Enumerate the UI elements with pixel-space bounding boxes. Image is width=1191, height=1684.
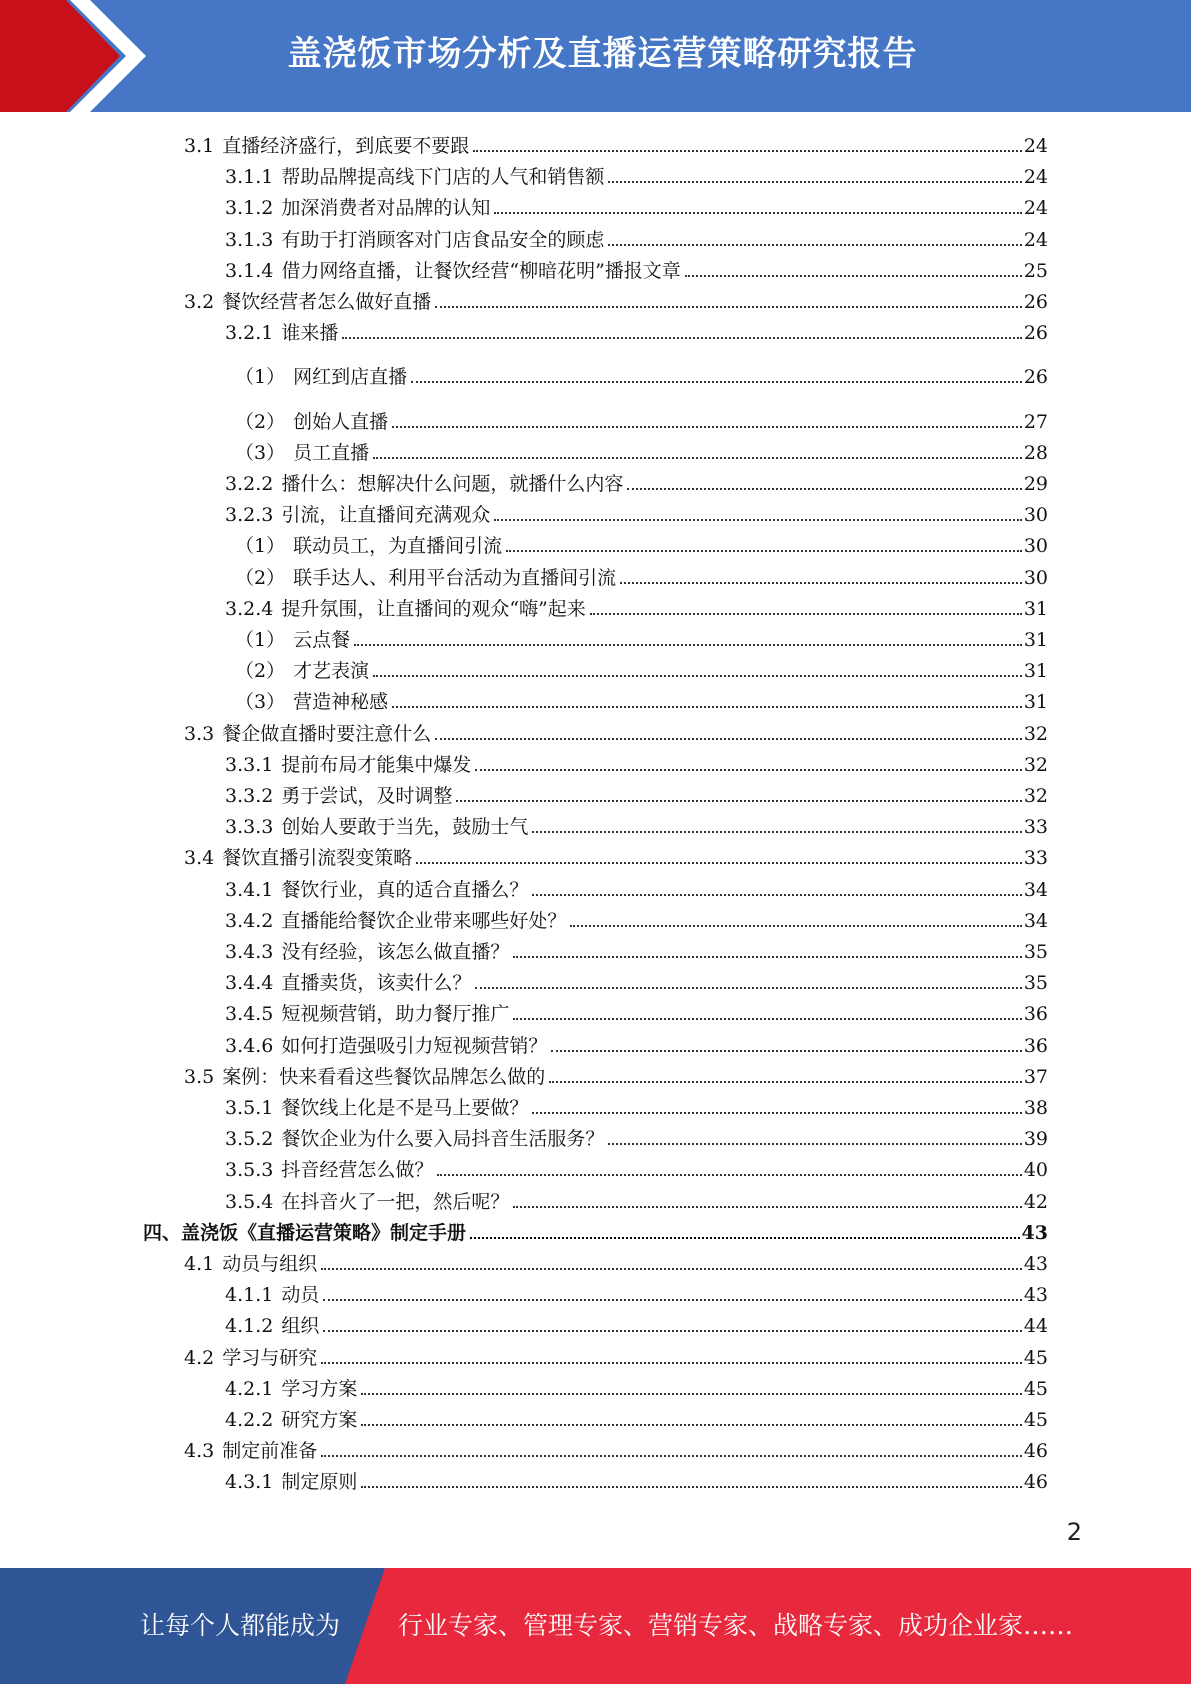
toc-entry-page: 28 — [1023, 441, 1048, 464]
toc-entry-number: 3.1.2 — [225, 197, 274, 220]
toc-entry[interactable] — [225, 1276, 1048, 1307]
toc-entry-number: 4.2.1 — [225, 1377, 274, 1400]
toc-dot-leader — [608, 1143, 1021, 1145]
toc-entry-page: 34 — [1023, 878, 1048, 901]
toc-entry[interactable] — [184, 715, 1048, 746]
toc-dot-leader — [473, 150, 1022, 152]
toc-entry-page: 43 — [1023, 1253, 1048, 1275]
toc-entry-title: 营造神秘感 — [293, 691, 389, 714]
toc-entry-number: 3.1.1 — [225, 166, 274, 189]
toc-dot-leader — [627, 488, 1021, 490]
toc-entry-title: 学习方案 — [281, 1377, 358, 1400]
toc-dot-leader — [361, 1393, 1021, 1395]
toc-dot-leader — [475, 987, 1021, 989]
toc-entry[interactable] — [225, 314, 1048, 345]
toc-entry-title: 动员与组织 — [222, 1253, 318, 1275]
toc-entry-number: （1） — [235, 629, 286, 651]
toc-entry-title: 谁来播 — [281, 322, 339, 345]
toc-entry-number: 3.4.6 — [225, 1034, 274, 1057]
toc-entry-page: 35 — [1023, 972, 1048, 995]
toc-entry[interactable] — [225, 871, 1048, 902]
toc-entry-page: 30 — [1023, 535, 1048, 558]
toc-entry-page: 32 — [1023, 753, 1048, 776]
toc-entry-title: 才艺表演 — [293, 660, 370, 683]
toc-dot-leader — [373, 457, 1022, 459]
toc-entry-number: （3） — [235, 441, 286, 464]
toc-entry[interactable] — [225, 1027, 1048, 1058]
toc-entry[interactable] — [225, 1370, 1048, 1401]
toc-entry-title: 没有经验，该怎么做直播？ — [281, 941, 510, 963]
toc-entry[interactable] — [184, 1245, 1048, 1276]
toc-dot-leader — [321, 1268, 1022, 1270]
page-footer — [0, 1568, 1191, 1684]
toc-entry-page: 24 — [1023, 135, 1048, 157]
toc-entry-title: 联手达人、利用平台活动为直播间引流 — [293, 566, 617, 589]
toc-entry-title: 提升氛围，让直播间的观众“嗨”起来 — [281, 597, 586, 620]
toc-entry-number: 3.3.1 — [225, 753, 274, 776]
toc-entry-page: 36 — [1023, 1003, 1048, 1026]
toc-entry-title: 餐企做直播时要注意什么 — [222, 722, 432, 745]
toc-dot-leader — [470, 1237, 1020, 1239]
toc-entry-page: 46 — [1023, 1440, 1048, 1463]
toc-entry-number: 3.1 — [184, 135, 215, 157]
toc-entry-title: 餐饮线上化是不是马上要做？ — [281, 1097, 529, 1119]
toc-entry-title: 研究方案 — [281, 1409, 358, 1431]
toc-entry-page: 31 — [1023, 660, 1048, 683]
toc-entry-page: 34 — [1023, 909, 1048, 932]
toc-dot-leader — [435, 738, 1022, 740]
toc-entry-page: 31 — [1023, 629, 1048, 651]
toc-dot-leader — [620, 582, 1022, 584]
toc-entry-title: 创始人要敢于当先，鼓励士气 — [281, 816, 529, 839]
toc-dot-leader — [411, 381, 1022, 383]
toc-dot-leader — [513, 1206, 1021, 1208]
toc-entry[interactable] — [184, 1339, 1048, 1370]
toc-entry-title: 短视频营销，助力餐厅推广 — [281, 1003, 510, 1026]
toc-dot-leader — [437, 1174, 1021, 1176]
toc-entry-page: 26 — [1023, 322, 1048, 345]
toc-entry[interactable] — [225, 777, 1048, 808]
toc-entry[interactable] — [235, 559, 1048, 590]
toc-entry[interactable] — [225, 1120, 1048, 1151]
toc-entry[interactable] — [235, 358, 1048, 389]
toc-entry-page: 35 — [1023, 941, 1048, 963]
toc-entry-title: 借力网络直播，让餐饮经营“柳暗花明”播报文章 — [281, 259, 681, 282]
toc-entry-title: 制定前准备 — [222, 1440, 318, 1463]
toc-entry-title: 餐饮企业为什么要入局抖音生活服务？ — [281, 1128, 605, 1151]
page-header — [0, 0, 1191, 112]
toc-entry-title: 组织 — [281, 1315, 320, 1338]
toc-dot-leader — [551, 1050, 1021, 1052]
toc-entry-title: 抖音经营怎么做？ — [281, 1159, 434, 1182]
toc-entry-number: 3.4.1 — [225, 878, 274, 901]
toc-entry[interactable] — [225, 933, 1048, 964]
toc-entry-number: （2） — [235, 410, 286, 433]
toc-entry[interactable] — [225, 189, 1048, 220]
toc-entry[interactable] — [225, 1463, 1048, 1494]
toc-entry-number: 4.3 — [184, 1440, 215, 1463]
toc-dot-leader — [321, 1455, 1022, 1457]
toc-dot-leader — [513, 1018, 1021, 1020]
toc-entry-number: 3.3.3 — [225, 816, 274, 839]
toc-dot-leader — [513, 956, 1021, 958]
toc-entry-number: 3.4 — [184, 847, 215, 870]
toc-dot-leader — [685, 275, 1022, 277]
toc-entry-page: 43 — [1021, 1221, 1048, 1244]
toc-entry-page: 45 — [1023, 1346, 1048, 1369]
toc-entry-page: 24 — [1023, 228, 1048, 251]
toc-entry-page: 30 — [1023, 566, 1048, 589]
toc-entry-page: 32 — [1023, 722, 1048, 745]
footer-slogan-right: 行业专家、管理专家、营销专家、战略专家、成功企业家…… — [398, 1611, 1074, 1640]
toc-entry-number: 4.1.2 — [225, 1315, 274, 1338]
toc-entry-page: 30 — [1023, 504, 1048, 527]
toc-dot-leader — [361, 1424, 1021, 1426]
toc-entry[interactable] — [235, 527, 1048, 558]
toc-entry[interactable] — [225, 496, 1048, 527]
toc-entry[interactable] — [225, 158, 1048, 189]
toc-entry-number: 4.1 — [184, 1253, 215, 1275]
toc-entry-title: 员工直播 — [293, 441, 370, 464]
toc-entry-number: 3.5.1 — [225, 1097, 274, 1119]
toc-entry[interactable] — [225, 1089, 1048, 1120]
toc-entry-number: （1） — [235, 535, 286, 558]
toc-entry-number: （2） — [235, 660, 286, 683]
toc-entry-page: 46 — [1023, 1471, 1048, 1494]
toc-entry-number: 3.4.2 — [225, 909, 274, 932]
toc-entry-number: 四、 — [143, 1221, 182, 1244]
toc-entry-title: 联动员工，为直播间引流 — [293, 535, 503, 558]
toc-entry-number: 3.4.4 — [225, 972, 274, 995]
toc-entry-page: 38 — [1023, 1097, 1048, 1119]
toc-dot-leader — [435, 306, 1022, 308]
toc-entry-number: （1） — [235, 366, 286, 389]
toc-entry-page: 33 — [1023, 847, 1048, 870]
toc-entry-number: 3.2 — [184, 291, 215, 313]
toc-entry-title: 播什么：想解决什么问题，就播什么内容 — [281, 473, 624, 495]
toc-dot-leader — [549, 1081, 1022, 1083]
toc-dot-leader — [608, 244, 1021, 246]
toc-entry-number: 3.1.3 — [225, 228, 274, 251]
toc-entry-number: 3.4.3 — [225, 941, 274, 963]
toc-entry-title: 创始人直播 — [293, 410, 389, 433]
toc-dot-leader — [475, 769, 1021, 771]
toc-entry[interactable] — [184, 1432, 1048, 1463]
toc-entry-title: 直播卖货，该卖什么？ — [281, 972, 472, 995]
toc-entry[interactable] — [235, 434, 1048, 465]
toc-entry-title: 制定原则 — [281, 1471, 358, 1494]
toc-entry-page: 29 — [1023, 473, 1048, 495]
toc-dot-leader — [323, 1330, 1021, 1332]
toc-entry[interactable] — [225, 964, 1048, 995]
toc-entry-title: 餐饮行业，真的适合直播么？ — [281, 878, 529, 901]
toc-entry-number: 3.2.3 — [225, 504, 274, 527]
toc-entry-title: 学习与研究 — [222, 1346, 318, 1369]
toc-entry[interactable] — [225, 1307, 1048, 1338]
toc-entry-number: 3.5 — [184, 1065, 215, 1088]
toc-dot-leader — [321, 1362, 1022, 1364]
toc-dot-leader — [456, 800, 1021, 802]
toc-entry-title: 加深消费者对品牌的认知 — [281, 197, 491, 220]
toc-entry-number: 3.3 — [184, 722, 215, 745]
toc-entry-page: 43 — [1023, 1284, 1048, 1307]
toc-entry-number: 3.5.3 — [225, 1159, 274, 1182]
toc-entry-number: 3.1.4 — [225, 259, 274, 282]
toc-entry-page: 44 — [1023, 1315, 1048, 1338]
toc-entry[interactable] — [225, 902, 1048, 933]
report-title: 盖浇饭市场分析及直播运营策略研究报告 — [287, 34, 918, 74]
toc-entry-page: 26 — [1023, 366, 1048, 389]
toc-entry[interactable] — [235, 403, 1048, 434]
toc-entry-title: 勇于尝试，及时调整 — [281, 785, 453, 807]
toc-entry-number: 3.2.4 — [225, 597, 274, 620]
toc-entry-page: 25 — [1023, 259, 1048, 282]
toc-entry[interactable] — [235, 621, 1048, 652]
toc-entry-title: 在抖音火了一把，然后呢？ — [281, 1190, 510, 1213]
toc-entry[interactable] — [184, 283, 1048, 314]
toc-entry[interactable] — [225, 465, 1048, 496]
toc-dot-leader — [373, 675, 1022, 677]
toc-entry-number: 4.2.2 — [225, 1409, 274, 1431]
toc-entry[interactable] — [184, 1058, 1048, 1089]
toc-entry[interactable] — [225, 808, 1048, 839]
toc-entry-page: 24 — [1023, 166, 1048, 189]
toc-entry-page: 39 — [1023, 1128, 1048, 1151]
toc-dot-leader — [494, 519, 1021, 521]
toc-entry-number: 3.4.5 — [225, 1003, 274, 1026]
toc-entry-number: 4.3.1 — [225, 1471, 274, 1494]
page-number: 2 — [1066, 1518, 1082, 1546]
toc-entry[interactable] — [225, 995, 1048, 1026]
toc-entry[interactable] — [143, 1214, 1048, 1245]
toc-entry-page: 24 — [1023, 197, 1048, 220]
toc-entry-title: 盖浇饭《直播运营策略》制定手册 — [181, 1221, 467, 1244]
toc-entry-number: 3.5.2 — [225, 1128, 274, 1151]
toc-entry[interactable] — [235, 652, 1048, 683]
toc-entry-title: 直播经济盛行，到底要不要跟 — [222, 135, 470, 157]
toc-dot-leader — [570, 925, 1021, 927]
toc-dot-leader — [392, 706, 1022, 708]
toc-entry-title: 餐饮直播引流裂变策略 — [222, 847, 413, 870]
toc-entry[interactable] — [225, 746, 1048, 777]
toc-entry[interactable] — [184, 839, 1048, 870]
toc-dot-leader — [342, 337, 1021, 339]
toc-entry[interactable] — [225, 590, 1048, 621]
toc-entry-title: 动员 — [281, 1284, 320, 1307]
toc-entry-number: 3.2.2 — [225, 473, 274, 495]
toc-entry-page: 27 — [1023, 410, 1048, 433]
toc-dot-leader — [608, 181, 1021, 183]
toc-entry-page: 33 — [1023, 816, 1048, 839]
footer-slogan-left: 让每个人都能成为 — [140, 1611, 341, 1640]
toc-entry-page: 40 — [1023, 1159, 1048, 1182]
toc-dot-leader — [532, 831, 1021, 833]
toc-entry-page: 31 — [1023, 691, 1048, 714]
toc-dot-leader — [494, 212, 1021, 214]
toc-entry-title: 提前布局才能集中爆发 — [281, 753, 472, 776]
toc-entry-page: 31 — [1023, 597, 1048, 620]
toc-dot-leader — [506, 550, 1022, 552]
toc-entry[interactable] — [225, 221, 1048, 252]
toc-dot-leader — [392, 426, 1022, 428]
toc-entry-title: 有助于打消顾客对门店食品安全的顾虑 — [281, 228, 605, 251]
toc-entry-page: 45 — [1023, 1377, 1048, 1400]
toc-entry-number: （3） — [235, 691, 286, 714]
toc-dot-leader — [532, 894, 1021, 896]
toc-entry-title: 如何打造强吸引力短视频营销？ — [281, 1034, 548, 1057]
toc-entry[interactable] — [225, 1401, 1048, 1432]
toc-entry-number: 4.1.1 — [225, 1284, 274, 1307]
toc-entry-page: 32 — [1023, 785, 1048, 807]
toc-entry-title: 网红到店直播 — [293, 366, 408, 389]
toc-entry-page: 26 — [1023, 291, 1048, 313]
toc-entry[interactable] — [225, 1183, 1048, 1214]
toc-dot-leader — [323, 1299, 1021, 1301]
toc-entry-number: （2） — [235, 566, 286, 589]
toc-entry-title: 案例：快来看看这些餐饮品牌怎么做的 — [222, 1065, 546, 1088]
toc-entry-title: 云点餐 — [293, 629, 351, 651]
toc-entry-title: 餐饮经营者怎么做好直播 — [222, 291, 432, 313]
toc-entry-number: 4.2 — [184, 1346, 215, 1369]
toc-entry-page: 45 — [1023, 1409, 1048, 1431]
toc-entry[interactable] — [225, 252, 1048, 283]
toc-entry-title: 帮助品牌提高线下门店的人气和销售额 — [281, 166, 605, 189]
toc-dot-leader — [590, 613, 1022, 615]
toc-entry[interactable] — [184, 127, 1048, 158]
toc-entry-page: 36 — [1023, 1034, 1048, 1057]
toc-dot-leader — [361, 1486, 1021, 1488]
toc-entry-number: 3.2.1 — [225, 322, 274, 345]
toc-entry-title: 引流，让直播间充满观众 — [281, 504, 491, 527]
toc-entry-page: 37 — [1023, 1065, 1048, 1088]
toc-entry[interactable] — [225, 1151, 1048, 1182]
toc-dot-leader — [532, 1112, 1021, 1114]
toc-dot-leader — [416, 862, 1022, 864]
toc-entry-number: 3.5.4 — [225, 1190, 274, 1213]
toc-dot-leader — [354, 644, 1022, 646]
toc-entry-number: 3.3.2 — [225, 785, 274, 807]
toc-entry[interactable] — [235, 683, 1048, 714]
toc-entry-page: 42 — [1023, 1190, 1048, 1213]
toc-entry-title: 直播能给餐饮企业带来哪些好处？ — [281, 909, 567, 932]
